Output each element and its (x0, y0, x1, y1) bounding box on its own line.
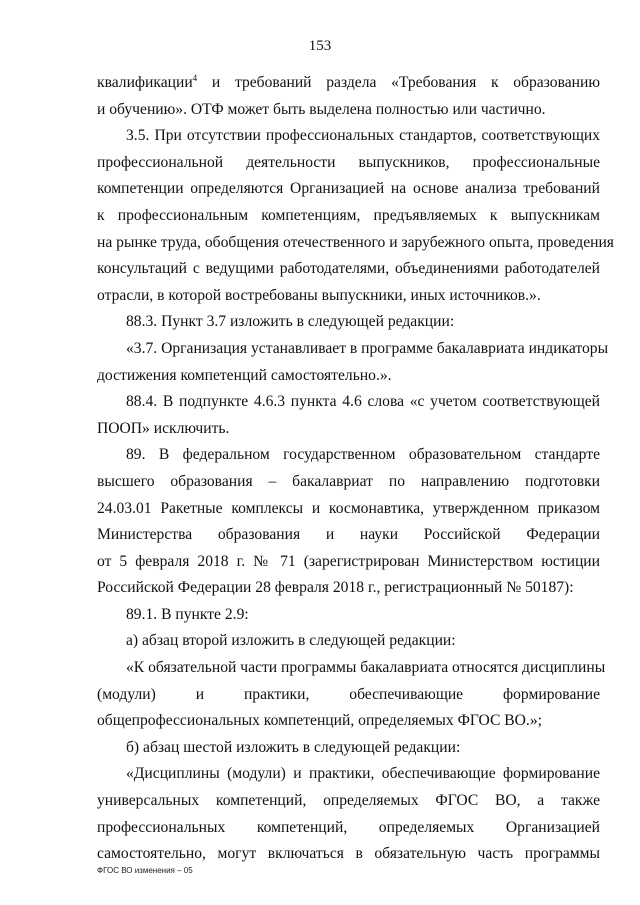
document-body (97, 70, 614, 868)
text-segment: компетенции определяются Организацией на основе анализа требований (97, 180, 600, 198)
text-line (97, 788, 600, 815)
text-line (97, 841, 600, 868)
text-segment: на рынке труда, обобщения отечественного и зарубежного опыта, проведения (97, 233, 614, 251)
text-segment: 88.3. Пункт 3.7 изложить в следующей редакции: (126, 313, 455, 331)
text-line (97, 815, 600, 842)
text-segment: квалификации (97, 74, 193, 91)
text-segment: 24.03.01 Ракетные комплексы и космонавтика, утвержденном приказом (97, 499, 600, 517)
text-line (97, 123, 600, 150)
text-line (97, 575, 600, 602)
footer-note: ФГОС ВО изменения – 05 (97, 866, 193, 875)
text-line (97, 708, 600, 735)
text-segment: и требований раздела «Требования к образованию (197, 74, 600, 91)
text-line (97, 602, 600, 629)
text-line (97, 203, 600, 230)
footnote-mark: 4 (192, 72, 198, 83)
text-segment: 89.1. В пункте 2.9: (126, 605, 249, 623)
text-segment: самостоятельно, могут включаться в обязательную часть программы (97, 845, 600, 863)
text-segment: (модули) и практики, обеспечивающие формирование (97, 685, 600, 703)
text-segment: к профессиональным компетенциям, предъявляемых к выпускникам (97, 206, 600, 224)
text-segment: высшего образования – бакалавриат по направлению подготовки (97, 472, 600, 490)
text-segment: Министерства образования и науки Российской Федерации (97, 526, 600, 544)
text-line (97, 283, 600, 310)
text-line (97, 522, 600, 549)
text-segment: достижения компетенций самостоятельно.». (97, 366, 392, 384)
text-segment: 3.5. При отсутствии профессиональных стандартов, соответствующих (126, 127, 600, 145)
text-line (97, 682, 600, 709)
text-segment: б) абзац шестой изложить в следующей редакции: (126, 738, 461, 756)
text-segment: консультаций с ведущими работодателями, объединениями работодателей (97, 260, 600, 278)
text-segment: Российской Федерации 28 февраля 2018 г., регистрационный № 50187): (97, 579, 574, 597)
text-segment: а) абзац второй изложить в следующей редакции: (126, 632, 456, 650)
text-segment: ПООП» исключить. (97, 419, 230, 437)
text-line (97, 230, 614, 257)
text-line (97, 469, 600, 496)
text-line (97, 176, 600, 203)
text-line (97, 256, 600, 283)
text-segment: от 5 февраля 2018 г. № 71 (зарегистрирован Министерством юстиции (97, 552, 600, 570)
text-segment: «Дисциплины (модули) и практики, обеспечивающие формирование (126, 765, 600, 783)
text-line (97, 70, 600, 97)
text-line (97, 389, 600, 416)
text-line (97, 761, 600, 788)
text-segment: отрасли, в которой востребованы выпускники, иных источников.». (97, 286, 541, 304)
text-segment: 89. В федеральном государственном образовательном стандарте (126, 446, 600, 464)
text-segment: 88.4. В подпункте 4.6.3 пункта 4.6 слова «с учетом соответствующей (126, 393, 600, 411)
text-segment: профессиональных компетенций, определяемых Организацией (97, 818, 600, 836)
text-line (97, 628, 600, 655)
text-line (97, 549, 600, 576)
text-line (97, 363, 600, 390)
text-line (97, 496, 600, 523)
page-number: 153 (308, 38, 332, 54)
text-line (97, 336, 609, 363)
text-line (97, 150, 600, 177)
text-segment: общепрофессиональных компетенций, определяемых ФГОС ВО.»; (97, 712, 542, 730)
text-line (97, 309, 600, 336)
text-segment: «3.7. Организация устанавливает в программе бакалавриата индикаторы (126, 339, 609, 357)
text-line (97, 655, 606, 682)
text-segment: и обучению». ОТФ может быть выделена полностью или частично. (97, 100, 546, 118)
text-line (97, 735, 600, 762)
text-line (97, 97, 600, 124)
text-segment: «К обязательной части программы бакалавриата относятся дисциплины (126, 659, 606, 677)
text-line (97, 442, 600, 469)
text-line (97, 416, 600, 443)
text-segment: профессиональной деятельности выпускников, профессиональные (97, 153, 600, 171)
text-segment: универсальных компетенций, определяемых ФГОС ВО, а также (97, 792, 600, 810)
